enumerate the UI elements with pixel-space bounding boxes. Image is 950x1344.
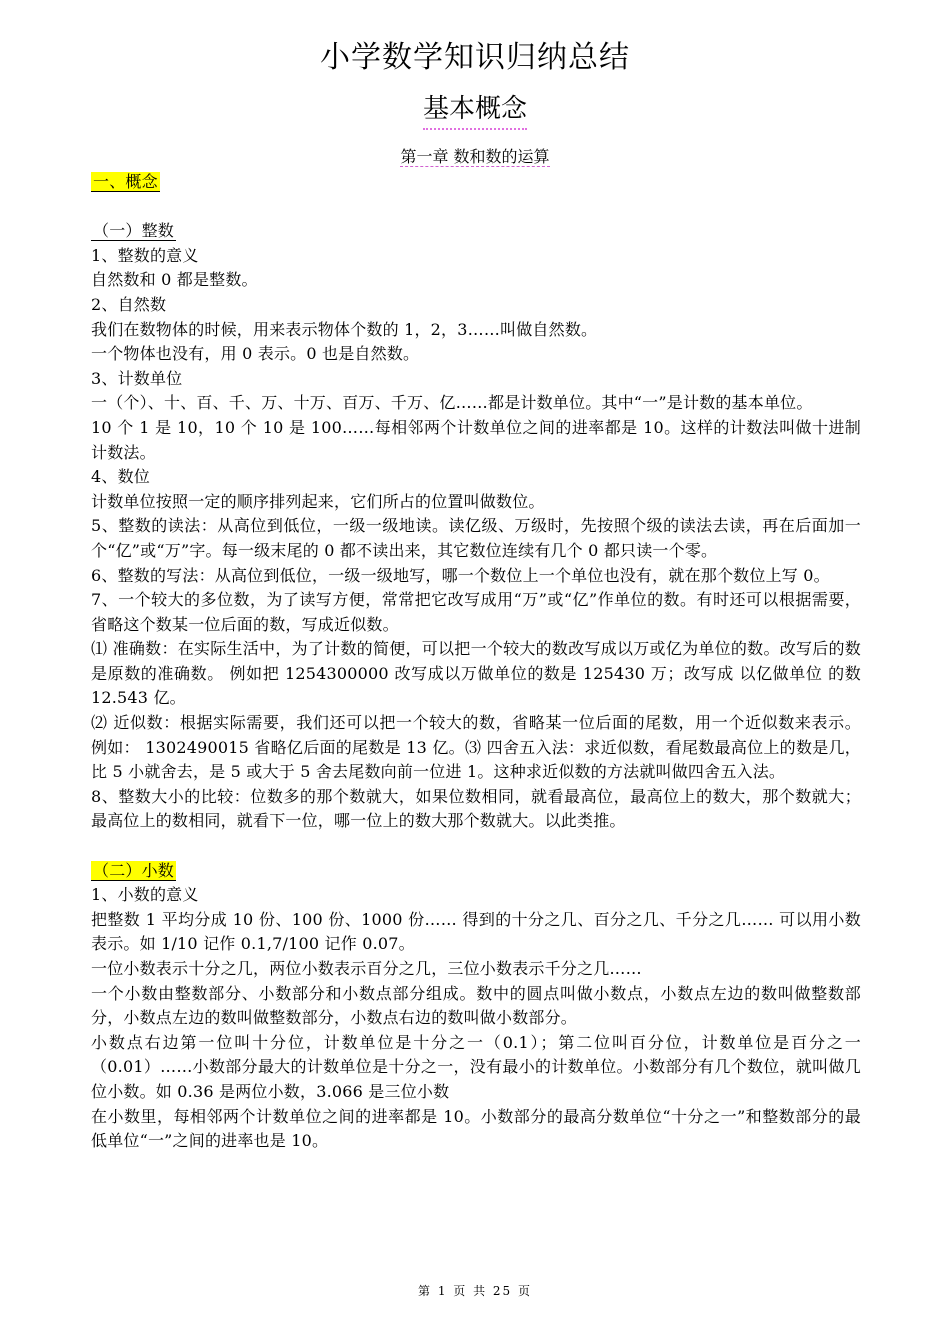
paragraph: 一个小数由整数部分、小数部分和小数点部分组成。数中的圆点叫做小数点，小数点左边的数叫做整数部分，小数点左边的数叫做整数部分，小数点右边的数叫做小数部分。 bbox=[91, 983, 861, 1028]
paragraph: 自然数和 0 都是整数。 bbox=[91, 270, 258, 290]
paragraph: ⑵ 近似数：根据实际需要，我们还可以把一个较大的数，省略某一位后面的尾数，用一个近似数来表示。 例如： 1302490015 省略亿后面的尾数是 13 亿。⑶ 四舍五入法：求近似数，看尾数最高位上的数是几，比 5 小就舍去，是 5 或大于 5 舍去尾数向前一位进 1。这种求近似数的方法就叫做四舍五入法。 bbox=[91, 713, 861, 782]
section-heading-concepts bbox=[91, 170, 861, 195]
document-subtitle bbox=[0, 92, 950, 130]
page-number-footer: 第 1 页 共 25 页 bbox=[418, 1284, 532, 1298]
paragraph: 一个物体也没有，用 0 表示。0 也是自然数。 bbox=[91, 344, 420, 364]
chapter-text: 第一章 数和数的运算 bbox=[400, 147, 550, 166]
paragraph: 1、小数的意义 bbox=[91, 885, 199, 905]
document-title: 小学数学知识归纳总结 bbox=[320, 40, 630, 75]
subtitle-text: 基本概念 bbox=[423, 92, 527, 130]
paragraph: ⑴ 准确数：在实际生活中，为了计数的简便，可以把一个较大的数改写成以万或亿为单位的数。改写后的数是原数的准确数。 例如把 1254300000 改写成以万做单位的数是 125430 万；改写成 以亿做单位 的数 12.543 亿。 bbox=[91, 639, 861, 708]
paragraph: 我们在数物体的时候，用来表示物体个数的 1，2，3……叫做自然数。 bbox=[91, 319, 598, 339]
document-body bbox=[91, 170, 861, 1154]
spacer bbox=[91, 834, 861, 859]
paragraph: 7、一个较大的多位数，为了读写方便，常常把它改写成用“万”或“亿”作单位的数。有时还可以根据需要，省略这个数某一位后面的数，写成近似数。 bbox=[91, 590, 861, 634]
paragraph: 2、自然数 bbox=[91, 294, 167, 314]
paragraph: 一位小数表示十分之几，两位小数表示百分之几，三位小数表示千分之几…… bbox=[91, 959, 642, 978]
paragraph: 计数单位按照一定的顺序排列起来，它们所占的位置叫做数位。 bbox=[91, 491, 545, 511]
paragraph: 5、整数的读法：从高位到低位，一级一级地读。读亿级、万级时，先按照个级的读法去读，再在后面加一个“亿”或“万”字。每一级末尾的 0 都不读出来，其它数位连续有几个 0 都只读一个零。 bbox=[91, 516, 861, 560]
paragraph: 3、计数单位 bbox=[91, 368, 183, 388]
paragraph: 8、整数大小的比较：位数多的那个数就大，如果位数相同，就看最高位，最高位上的数大，那个数就大；最高位上的数相同，就看下一位，哪一位上的数大那个数就大。以此类推。 bbox=[91, 786, 861, 831]
paragraph: 一（个）、十、百、千、万、十万、百万、千万、亿……都是计数单位。其中“一”是计数的基本单位。 bbox=[91, 393, 813, 413]
paragraph: 1、整数的意义 bbox=[91, 245, 199, 265]
concepts-heading-text: 一、概念 bbox=[93, 172, 158, 191]
subsection-heading-integers bbox=[91, 219, 861, 244]
paragraph: 小数点右边第一位叫十分位，计数单位是十分之一（0.1）；第二位叫百分位，计数单位是百分之一（0.01）……小数部分最大的计数单位是十分之一，没有最小的计数单位。小数部分有几个数位，就叫做几位小数。如 0.36 是两位小数，3.066 是三位小数 bbox=[91, 1032, 861, 1101]
spacer bbox=[91, 195, 861, 220]
subsection-heading-decimals bbox=[91, 859, 861, 884]
paragraph: 4、数位 bbox=[91, 467, 150, 487]
integers-heading-text: （一）整数 bbox=[93, 221, 175, 241]
chapter-heading bbox=[0, 146, 950, 168]
paragraph: 把整数 1 平均分成 10 份、100 份、1000 份…… 得到的十分之几、百分之几、千分之几…… 可以用小数表示。如 1/10 记作 0.1,7/100 记作 0.07。 bbox=[91, 909, 861, 954]
paragraph: 6、整数的写法：从高位到低位，一级一级地写，哪一个数位上一个单位也没有，就在那个数位上写 0。 bbox=[91, 565, 830, 585]
decimals-heading-text: （二）小数 bbox=[93, 860, 175, 880]
paragraph: 10 个 1 是 10，10 个 10 是 100……每相邻两个计数单位之间的进率都是 10。这样的计数法叫做十进制计数法。 bbox=[91, 417, 861, 462]
paragraph: 在小数里，每相邻两个计数单位之间的进率都是 10。小数部分的最高分数单位“十分之一”和整数部分的最低单位“一”之间的进率也是 10。 bbox=[91, 1106, 861, 1151]
